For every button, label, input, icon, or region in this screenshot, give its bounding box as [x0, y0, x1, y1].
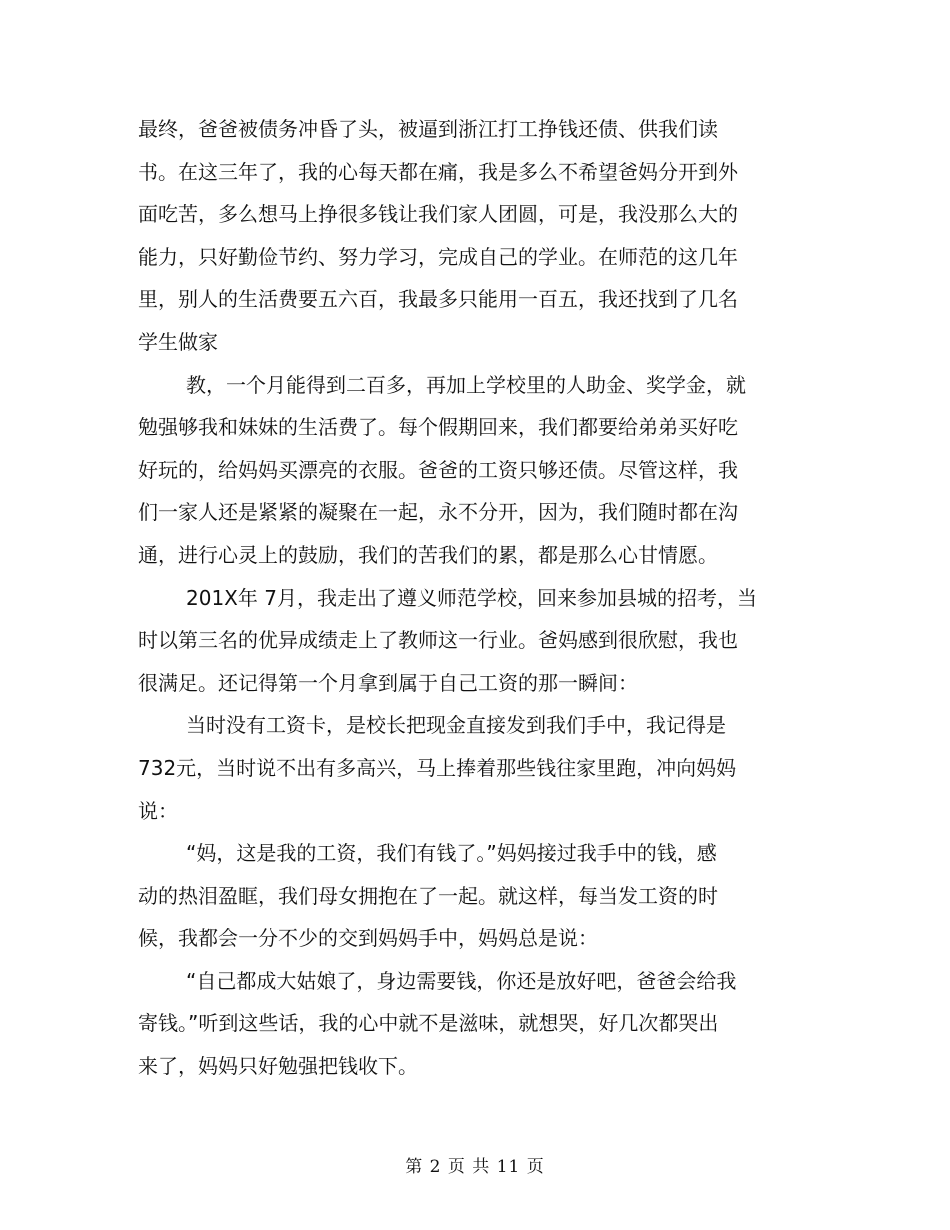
- text-line: 时以第三名的优异成绩走上了教师这一行业。爸妈感到很欣慰，我也: [138, 628, 738, 653]
- text-line: 动的热泪盈眶，我们母女拥抱在了一起。就这样，每当发工资的时: [138, 883, 718, 908]
- text-line: 学生做家: [138, 329, 218, 354]
- text-line: 能力，只好勤俭节约、努力学习，完成自己的学业。在师范的这几年: [138, 244, 738, 269]
- page-footer: 第 2 页 共 11 页: [405, 1157, 545, 1177]
- text-line: 们一家人还是紧紧的凝聚在一起，永不分开，因为，我们随时都在沟: [138, 500, 738, 525]
- text-line: 最终，爸爸被债务冲昏了头，被逼到浙江打工挣钱还债、供我们读: [138, 117, 718, 141]
- text-line: 201X年 7月，我走出了遵义师范学校，回来参加县城的招考，当: [186, 585, 757, 610]
- text-line: 当时没有工资卡，是校长把现金直接发到我们手中，我记得是: [186, 713, 726, 738]
- document-body: [138, 108, 778, 1088]
- text-line: 来了，妈妈只好勉强把钱收下。: [138, 1054, 418, 1079]
- text-line: “妈，这是我的工资，我们有钱了。”妈妈接过我手中的钱，感: [186, 841, 717, 866]
- text-line: “自己都成大姑娘了，身边需要钱，你还是放好吧，爸爸会给我: [186, 968, 737, 993]
- text-line: 好玩的，给妈妈买漂亮的衣服。爸爸的工资只够还债。尽管这样，我: [138, 457, 738, 482]
- text-line: 面吃苦，多么想马上挣很多钱让我们家人团圆，可是，我没那么大的: [138, 202, 738, 227]
- text-line: 说：: [138, 798, 178, 823]
- text-line: 很满足。还记得第一个月拿到属于自己工资的那一瞬间：: [138, 670, 638, 695]
- text-line: 勉强够我和妹妹的生活费了。每个假期回来，我们都要给弟弟买好吃: [138, 415, 738, 440]
- text-line: 通，进行心灵上的鼓励，我们的苦我们的累，都是那么心甘情愿。: [138, 542, 718, 567]
- text-line: 教，一个月能得到二百多，再加上学校里的人助金、奖学金，就: [186, 372, 746, 397]
- text-line: 里，别人的生活费要五六百，我最多只能用一百五，我还找到了几名: [138, 287, 738, 312]
- text-line: 732元，当时说不出有多高兴，马上捧着那些钱往家里跑，冲向妈妈: [138, 755, 737, 780]
- text-line: 候，我都会一分不少的交到妈妈手中，妈妈总是说：: [138, 926, 598, 951]
- text-line: 寄钱。”听到这些话，我的心中就不是滋味，就想哭，好几次都哭出: [138, 1011, 719, 1036]
- text-line: 书。在这三年了，我的心每天都在痛，我是多么不希望爸妈分开到外: [138, 159, 738, 184]
